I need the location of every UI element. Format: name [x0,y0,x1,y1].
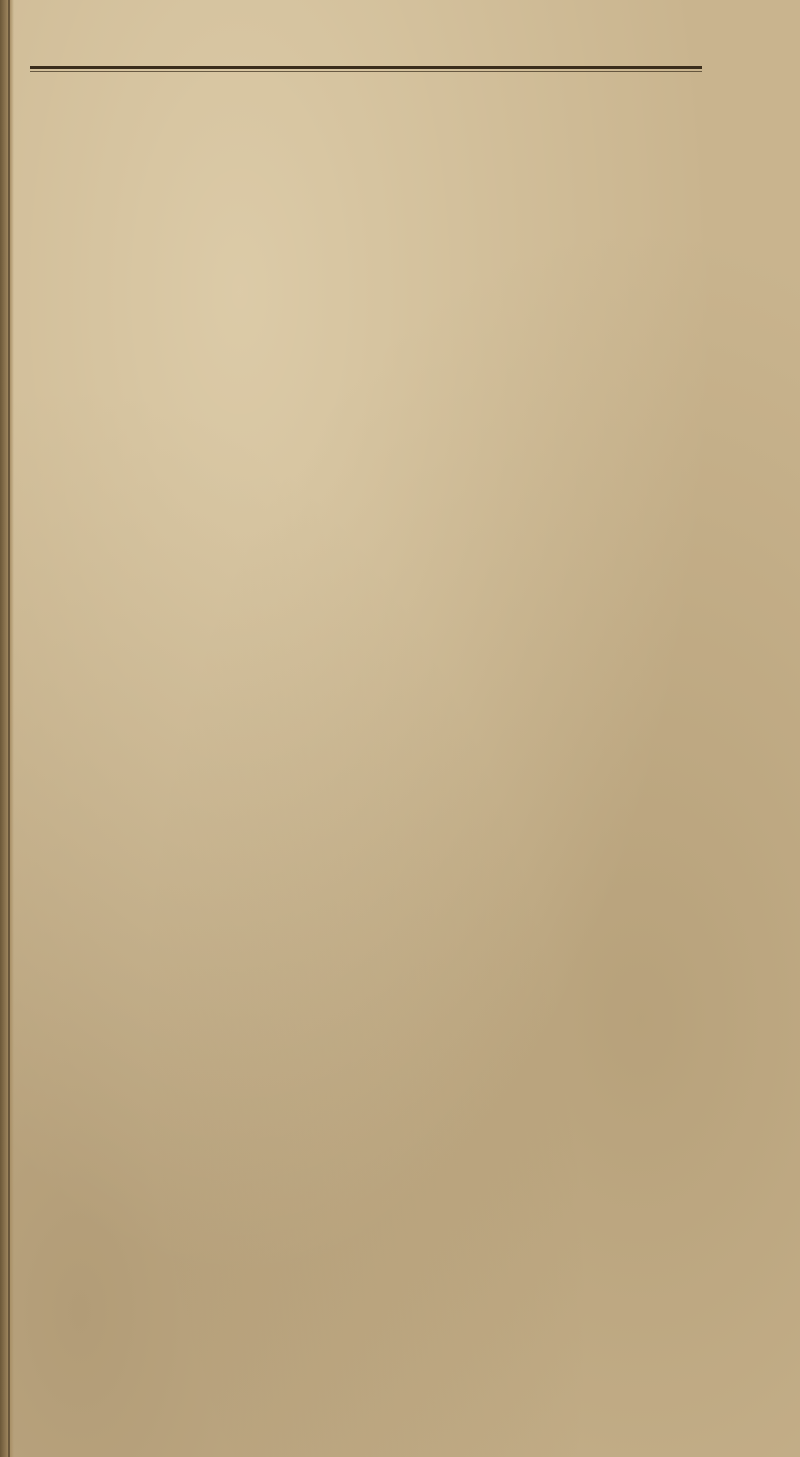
header-rule [30,66,702,69]
page-foot-region [0,1392,800,1457]
binding-edge [8,0,10,1457]
page-gutter [0,0,14,1457]
header-rule-thin [30,71,702,72]
